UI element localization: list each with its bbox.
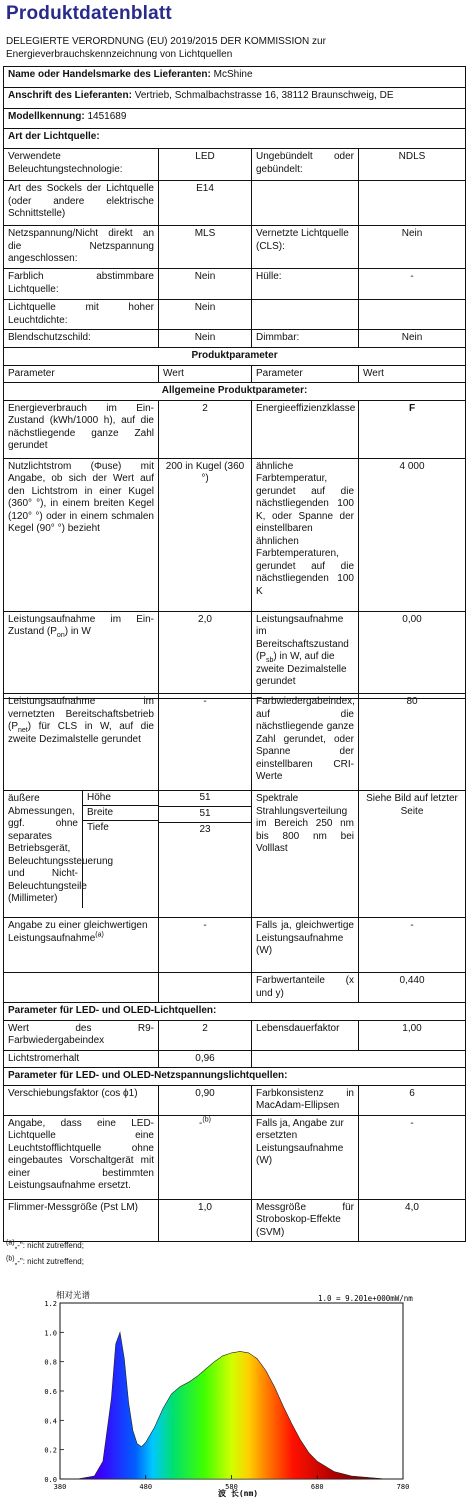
table-cell: 2 bbox=[159, 400, 252, 458]
dimensions-cell bbox=[4, 791, 159, 918]
table-cell: Art des Sockels der Lichtquelle (oder andere elektrische Schnittstelle) bbox=[4, 181, 159, 226]
x-tick-label: 480 bbox=[139, 1483, 153, 1491]
table-cell: ähnliche Farbtemperatur, gerundet auf die nächstliegenden 100 K, oder Spanne der einstellbaren ähnlichen Farbtemperaturen, gerundet auf die nächstliegenden 100 K bbox=[252, 458, 359, 611]
product-params-heading: Produktparameter bbox=[4, 348, 466, 366]
table-cell bbox=[4, 918, 159, 973]
table-cell: Farbwiedergabeindex, auf die nächstliegende ganze Zahl gerundet, oder Spanne der einstellbaren CRI-Werte bbox=[252, 694, 359, 791]
led-params-heading: Parameter für LED- und OLED-Lichtquellen: bbox=[4, 1003, 466, 1021]
table-cell bbox=[252, 181, 359, 226]
plot-area bbox=[60, 1332, 403, 1479]
table-cell: Spektrale Strahlungsverteilung im Bereich 250 nm bis 800 nm bei Volllast bbox=[252, 791, 359, 918]
table-cell: Siehe Bild auf letzter Seite bbox=[359, 791, 466, 918]
table-cell bbox=[252, 611, 359, 698]
table-cell: 1,00 bbox=[359, 1020, 466, 1050]
page-title: Produktdatenblatt bbox=[6, 3, 172, 24]
y-tick-label: 1.2 bbox=[44, 1300, 57, 1308]
light-source-heading: Art der Lichtquelle: bbox=[4, 129, 466, 149]
table-cell: MLS bbox=[159, 226, 252, 269]
y-tick-label: 0.4 bbox=[44, 1417, 57, 1426]
table-cell: Nein bbox=[359, 330, 466, 348]
table-cell: - bbox=[359, 1115, 466, 1199]
cell-subscript: sb bbox=[266, 657, 274, 664]
table-cell bbox=[4, 611, 159, 698]
table-cell bbox=[4, 694, 159, 791]
table-cell: Energieeffizienzklasse bbox=[252, 400, 359, 458]
table-cell bbox=[359, 181, 466, 226]
supplier-address-label: Anschrift des Lieferanten: bbox=[8, 90, 132, 101]
model-value: 1451689 bbox=[87, 111, 127, 122]
cell-subscript: net bbox=[18, 727, 28, 734]
footnote-mark: (a) bbox=[6, 1239, 15, 1247]
table-cell: Blendschutzschild: bbox=[4, 330, 159, 348]
cell-superscript: (b) bbox=[202, 1116, 211, 1124]
col-header-value: Wert bbox=[359, 365, 466, 383]
table-cell: Falls ja, Angabe zur ersetzten Leistungsaufnahme (W) bbox=[252, 1115, 359, 1199]
table-cell: Farbkonsistenz in MacAdam-Ellipsen bbox=[252, 1085, 359, 1115]
cell-text: ) in W, auf die zweite Dezimalstelle gerundet bbox=[256, 651, 347, 687]
table-cell: 4,0 bbox=[359, 1199, 466, 1242]
footnote-mark: (b) bbox=[6, 1255, 15, 1263]
table-cell: 80 bbox=[359, 694, 466, 791]
cell-subscript: on bbox=[56, 632, 65, 639]
regulation-text: DELEGIERTE VERORDNUNG (EU) 2019/2015 DER KOMMISSION zur Energieverbrauchskennzeichnung von Lichtquellen bbox=[6, 36, 326, 60]
footnote-text: „-": nicht zutreffend; bbox=[14, 1241, 84, 1250]
x-axis-label: 波 长(nm) bbox=[218, 1489, 259, 1498]
table-cell: Netzspannung/Nicht direkt an die Netzspannung angeschlossen: bbox=[4, 226, 159, 269]
table-cell bbox=[252, 300, 359, 330]
supplier-address-row bbox=[4, 88, 466, 109]
chart-title: 相对光谱 bbox=[56, 1291, 91, 1301]
table-cell: Lebensdauerfaktor bbox=[252, 1020, 359, 1050]
y-tick-label: 0.6 bbox=[44, 1388, 57, 1396]
table-cell: Wert des R9-Farbwiedergabeindex bbox=[4, 1020, 159, 1050]
table-cell: - bbox=[159, 694, 252, 791]
supplier-name-value: McShine bbox=[213, 69, 253, 80]
x-tick-label: 780 bbox=[396, 1483, 410, 1491]
x-tick-label: 380 bbox=[53, 1483, 67, 1491]
spectrum-area bbox=[60, 1332, 403, 1479]
dimensions-values-cell bbox=[159, 791, 252, 918]
table-cell: 2 bbox=[159, 1020, 252, 1050]
table-cell: - bbox=[359, 918, 466, 973]
table-cell: Hülle: bbox=[252, 269, 359, 300]
footnote-b bbox=[6, 1257, 84, 1266]
table-cell: 0,440 bbox=[359, 973, 466, 1003]
table-cell: E14 bbox=[159, 181, 252, 226]
cell-text: - bbox=[199, 1117, 203, 1129]
table-cell: Nein bbox=[159, 300, 252, 330]
dim-name: Tiefe bbox=[87, 822, 109, 833]
table-cell: 4 000 bbox=[359, 458, 466, 611]
dim-value: 51 bbox=[159, 807, 251, 823]
table-cell: 2,0 bbox=[159, 611, 252, 698]
y-tick-label: 0.2 bbox=[44, 1446, 57, 1455]
supplier-address-value: Vertrieb, Schmalbachstrasse 16, 38112 Braunschweig, DE bbox=[134, 90, 394, 101]
cell-text: Leistungsaufnahme im Bereitschaftszustand (P bbox=[256, 613, 349, 662]
dim-name: Breite bbox=[87, 807, 114, 818]
y-tick-label: 0.0 bbox=[44, 1476, 57, 1484]
x-tick-label: 580 bbox=[225, 1483, 238, 1491]
table-cell: 0,00 bbox=[359, 611, 466, 698]
table-cell: Lichtstromerhalt bbox=[4, 1050, 159, 1068]
table-cell: Angabe, dass eine LED-Lichtquelle eine Leuchtstofflichtquelle ohne eingebautes Vorschaltgerät mit einer bestimmten Leistungsaufnahme ersetzt. bbox=[4, 1115, 159, 1199]
table-cell: 0,96 bbox=[159, 1050, 252, 1068]
table-cell: Nutzlichtstrom (Φuse) mit Angabe, ob sich der Wert auf den Lichtstrom in einer Kugel (360° °), in einem breiten Kegel (120° °) oder in einem schmalen Kegel (90° °) bezieht bbox=[4, 458, 159, 611]
table-cell bbox=[159, 973, 252, 1003]
model-label: Modellkennung: bbox=[8, 111, 85, 122]
cell-text: Leistungsaufnahme im vernetzten Bereitschaftsbetrieb (P bbox=[8, 696, 154, 732]
table-cell: LED bbox=[159, 149, 252, 181]
dim-value: 23 bbox=[199, 824, 211, 835]
supplier-name-label: Name oder Handelsmarke des Lieferanten: bbox=[8, 69, 211, 80]
general-params-heading: Allgemeine Produktparameter: bbox=[4, 383, 466, 401]
col-header-param: Parameter bbox=[252, 365, 359, 383]
y-tick-label: 1.0 bbox=[44, 1329, 57, 1338]
model-row bbox=[4, 109, 466, 129]
chart-annotation: 1.0 = 9.201e+000mW/nm bbox=[318, 1294, 413, 1303]
table-cell: Vernetzte Lichtquelle (CLS): bbox=[252, 226, 359, 269]
table-cell: Nein bbox=[359, 226, 466, 269]
table-cell: Farbwertanteile (x und y) bbox=[252, 973, 359, 1003]
y-tick-label: 0.8 bbox=[44, 1358, 57, 1367]
table-cell: Flimmer-Messgröße (Pst LM) bbox=[4, 1199, 159, 1242]
table-cell: 1,0 bbox=[159, 1199, 252, 1242]
cell-superscript: (a) bbox=[95, 931, 104, 939]
table-cell bbox=[159, 1115, 252, 1199]
footnote-text: „-": nicht zutreffend; bbox=[14, 1257, 84, 1266]
product-params-table-2 bbox=[3, 693, 466, 1242]
cell-text: ) in W bbox=[64, 626, 91, 637]
table-cell bbox=[359, 300, 466, 330]
y-axis bbox=[44, 1300, 64, 1484]
table-cell: Dimmbar: bbox=[252, 330, 359, 348]
table-cell: 200 in Kugel (360 °) bbox=[159, 458, 252, 611]
supplier-name-row bbox=[4, 67, 466, 88]
table-cell: Verwendete Beleuchtungstechnologie: bbox=[4, 149, 159, 181]
cell-text: Leistungsaufnahme im Ein-Zustand (P bbox=[8, 613, 154, 637]
dim-name: Höhe bbox=[87, 792, 111, 803]
footnote-a bbox=[6, 1241, 84, 1250]
mains-params-heading: Parameter für LED- und OLED-Netzspannungslichtquellen: bbox=[4, 1068, 466, 1086]
x-tick-label: 680 bbox=[310, 1483, 324, 1491]
table-cell: - bbox=[359, 269, 466, 300]
table-cell: Nein bbox=[159, 269, 252, 300]
table-cell: Lichtquelle mit hoher Leuchtdichte: bbox=[4, 300, 159, 330]
table-cell: Energieverbrauch im Ein-Zustand (kWh/1000 h), auf die nächstliegende ganze Zahl gerundet bbox=[4, 400, 159, 458]
table-cell: Messgröße für Stroboskop-Effekte (SVM) bbox=[252, 1199, 359, 1242]
cell-text: Angabe zu einer gleichwertigen Leistungsaufnahme bbox=[8, 920, 148, 944]
table-cell: 6 bbox=[359, 1085, 466, 1115]
table-cell: 0,90 bbox=[159, 1085, 252, 1115]
dim-value: 51 bbox=[159, 791, 251, 807]
table-cell: F bbox=[359, 400, 466, 458]
spectrum-chart bbox=[18, 1287, 450, 1499]
cell-text: ) für CLS in W, auf die zweite Dezimalstelle gerundet bbox=[8, 721, 154, 745]
table-cell: Verschiebungsfaktor (cos ϕ1) bbox=[4, 1085, 159, 1115]
table-cell: NDLS bbox=[359, 149, 466, 181]
supplier-table bbox=[3, 66, 466, 699]
table-cell bbox=[252, 1050, 466, 1068]
table-cell: Falls ja, gleichwertige Leistungsaufnahme (W) bbox=[252, 918, 359, 973]
table-cell bbox=[4, 973, 159, 1003]
table-cell: Farblich abstimmbare Lichtquelle: bbox=[4, 269, 159, 300]
table-cell: - bbox=[159, 918, 252, 973]
table-cell: Ungebündelt oder gebündelt: bbox=[252, 149, 359, 181]
col-header-param: Parameter bbox=[4, 365, 159, 383]
table-cell: Nein bbox=[159, 330, 252, 348]
col-header-value: Wert bbox=[159, 365, 252, 383]
dimensions-label: äußere Abmessungen, ggf. ohne separates Betriebsgerät, Beleuchtungssteuerung und Nicht-Beleuchtungsteile (Millimeter) bbox=[8, 793, 114, 904]
